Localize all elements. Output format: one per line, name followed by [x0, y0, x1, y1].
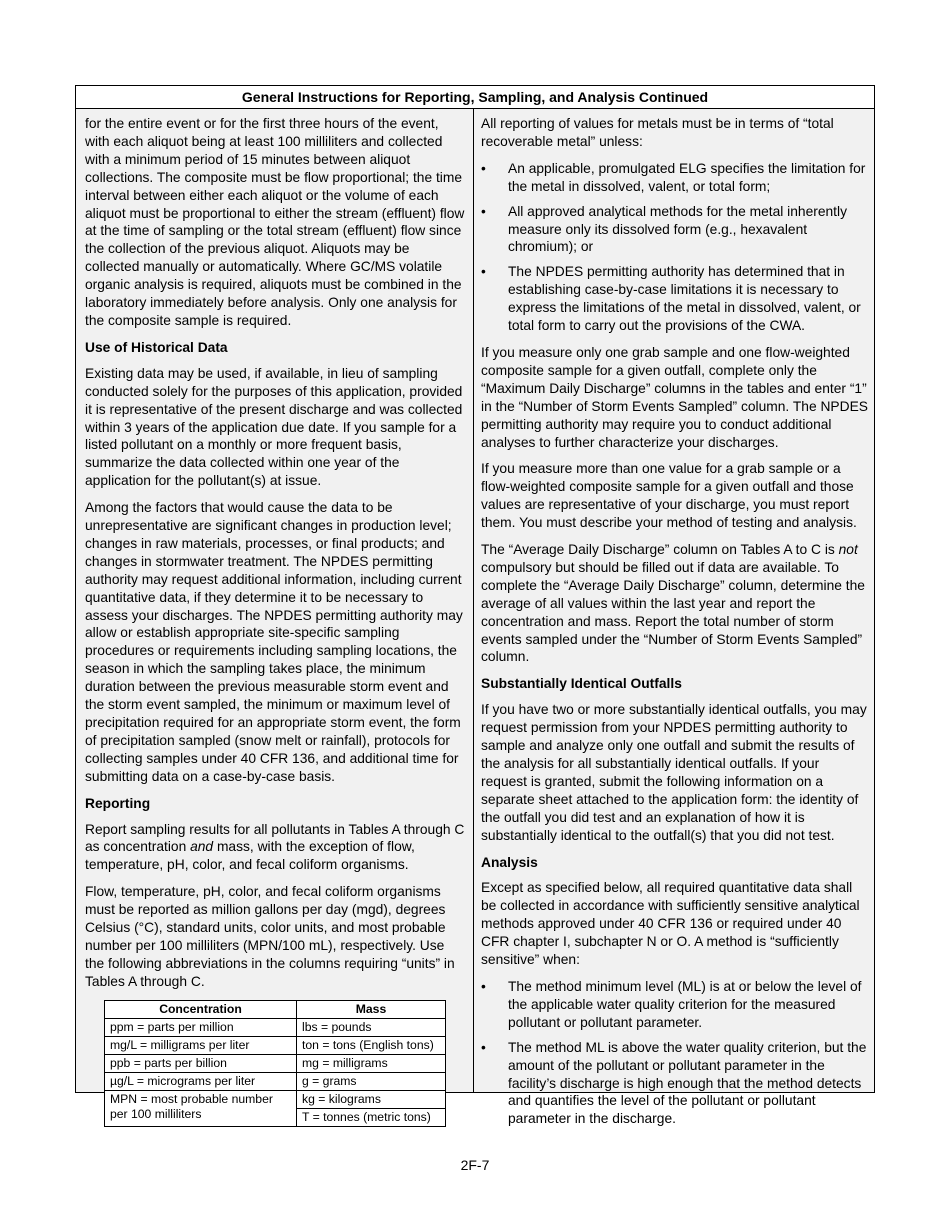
- mass-cell: ton = tons (English tons): [297, 1036, 446, 1054]
- reporting-emphasis: and: [190, 839, 214, 855]
- identical-outfalls-heading: Substantially Identical Outfalls: [481, 676, 682, 692]
- list-item: [481, 203, 868, 257]
- bullet-icon: •: [481, 160, 486, 176]
- metals-bullet-list: [481, 160, 868, 335]
- analysis-bullet-list: [481, 978, 868, 1128]
- average-emphasis: not: [838, 542, 858, 558]
- average-daily-discharge-paragraph: [481, 541, 868, 666]
- mass-cell: lbs = pounds: [297, 1018, 446, 1036]
- list-item: [481, 160, 868, 196]
- table-row: [105, 1054, 446, 1072]
- mass-cell: g = grams: [297, 1072, 446, 1090]
- bullet-icon: •: [481, 978, 486, 994]
- composite-sample-paragraph: for the entire event or for the first three hours of the event, with each aliquot being at least 100 milliliters and collected with a minimum period of 15 minutes between aliquot collections. The composite must be flow proportional; the time interval between either each aliquot or the volume of each aliquot must be proportional to either the stream (effluent) flow at the time of sampling or the total stream (effluent) flow since the collection of the previous aliquot. Aliquots may be collected manually or automatically. Where GC/MS volatile organic analysis is required, aliquots must be combined in the laboratory immediately before analysis. Only one analysis for the composite sample is required.: [85, 116, 465, 328]
- identical-outfalls-paragraph: If you have two or more substantially identical outfalls, you may request permission from your NPDES permitting authority to sample and analyze only one outfall and submit the results of the analysis for all substantially identical outfalls. If your request is granted, submit the following information on a separate sheet attached to the application form: the identity of the outfall you did test and an explanation of how it is substantially identical to the outfall(s) that you did not test.: [481, 702, 867, 843]
- list-item-text: An applicable, promulgated ELG specifies the limitation for the metal in dissolved, valent, or total form;: [508, 160, 866, 194]
- reporting-text-b: mass, with the exception of flow, temperature, pH, color, and fecal coliform organisms.: [85, 839, 415, 873]
- reporting-heading: Reporting: [85, 795, 151, 811]
- list-item: [481, 978, 868, 1032]
- analysis-heading: Analysis: [481, 854, 538, 870]
- concentration-header: Concentration: [105, 1000, 297, 1018]
- single-grab-sample-paragraph: If you measure only one grab sample and one flow-weighted composite sample for a given outfall, complete only the “Maximum Daily Discharge” columns in the tables and enter “1” in the “Number of Storm Events Sampled” column. The NPDES permitting authority may require you to conduct additional analyses to further characterize your discharges.: [481, 344, 868, 450]
- units-abbreviation-table: [104, 1000, 446, 1127]
- list-item: [481, 1039, 868, 1129]
- metals-paragraph: All reporting of values for metals must be in terms of “total recoverable metal” unless:: [481, 116, 834, 149]
- table-row: [105, 1018, 446, 1036]
- reporting-paragraph-1: [85, 821, 465, 875]
- concentration-cell: mg/L = milligrams per liter: [105, 1036, 297, 1054]
- table-row: [105, 1036, 446, 1054]
- right-column: [474, 109, 874, 1137]
- two-column-body: [76, 109, 874, 1137]
- concentration-cell: µg/L = micrograms per liter: [105, 1072, 297, 1090]
- bullet-icon: •: [481, 1039, 486, 1055]
- bullet-icon: •: [481, 203, 486, 219]
- table-row: [105, 1090, 446, 1108]
- page-number: 2F-7: [460, 1157, 490, 1173]
- concentration-cell: MPN = most probable number per 100 milliliters: [105, 1090, 297, 1126]
- left-column: [76, 109, 474, 1124]
- section-title: General Instructions for Reporting, Sampling, and Analysis Continued: [76, 86, 874, 109]
- analysis-paragraph: Except as specified below, all required quantitative data shall be collected in accordance with sufficiently sensitive analytical methods approved under 40 CFR 136 or required under 40 CFR chapter I, subchapter N or O. A method is “sufficiently sensitive” when:: [481, 880, 860, 968]
- historical-data-paragraph-2: Among the factors that would cause the data to be unrepresentative are significant changes in production level; changes in raw materials, processes, or final products; and changes in stormwater treatment. The NPDES permitting authority may request additional information, including current quantitative data, if they determine it to be necessary to assess your discharges. The NPDES permitting authority may allow or establish appropriate site-specific sampling procedures or requirements including sampling locations, the season in which the sampling takes place, the minimum duration between the previous measurable storm event and the storm event sampled, the minimum or maximum level of precipitation required for an appropriate storm event, the form of precipitation sampled (snow melt or rainfall), protocols for collecting samples under 40 CFR 136, and additional time for submitting data on a case-by-case basis.: [85, 500, 463, 784]
- mass-header: Mass: [297, 1000, 446, 1018]
- mass-cell: kg = kilograms: [297, 1090, 446, 1108]
- average-text-b: compulsory but should be filled out if data are available. To complete the “Average Daily Discharge” column, determine the average of all values within the last year and report the concentration and mass. Report the total number of storm events sampled under the “Number of Storm Events Sampled” column.: [481, 559, 865, 665]
- multiple-grab-sample-paragraph: If you measure more than one value for a grab sample or a flow-weighted composite sample for a given outfall and those values are representative of your discharge, you must report them. You must describe your method of testing and analysis.: [481, 461, 857, 531]
- mass-cell: mg = milligrams: [297, 1054, 446, 1072]
- concentration-cell: ppm = parts per million: [105, 1018, 297, 1036]
- list-item-text: The method ML is above the water quality criterion, but the amount of the pollutant or pollutant parameter in the facility’s discharge is high enough that the method detects and quantifies the level of the pollutant or pollutant parameter in the discharge.: [508, 1039, 867, 1127]
- historical-data-paragraph-1: Existing data may be used, if available, in lieu of sampling conducted solely for the purposes of this application, provided it is representative of the present discharge and was collected within 3 years of the application due date. If you sample for a listed pollutant on a monthly or more frequent basis, summarize the data collected within one year of the application for the pollutant(s) at issue.: [85, 365, 463, 489]
- mass-cell: T = tonnes (metric tons): [297, 1108, 446, 1126]
- historical-data-heading: Use of Historical Data: [85, 339, 228, 355]
- concentration-cell: ppb = parts per billion: [105, 1054, 297, 1072]
- list-item-text: The method minimum level (ML) is at or below the level of the applicable water quality criterion for the measured pollutant or pollutant parameter.: [508, 978, 862, 1030]
- list-item-text: The NPDES permitting authority has determined that in establishing case-by-case limitations it is necessary to express the limitations of the metal in dissolved, valent, or total form to carry out the provisions of the CWA.: [508, 264, 861, 334]
- instructions-frame: [75, 85, 875, 1127]
- bullet-icon: •: [481, 264, 486, 280]
- reporting-paragraph-2: Flow, temperature, pH, color, and fecal coliform organisms must be reported as million gallons per day (mgd), degrees Celsius (°C), standard units, color units, and most probable number per 100 milliliters (MPN/100 mL), respectively. Use the following abbreviations in the columns requiring “units” in Tables A through C.: [85, 884, 455, 989]
- table-row: [105, 1072, 446, 1090]
- list-item-text: All approved analytical methods for the metal inherently measure only its dissolved form (e.g., hexavalent chromium); or: [508, 203, 847, 255]
- list-item: [481, 263, 868, 335]
- reporting-text-a: Report sampling results for all pollutants in Tables A through C as concentration: [85, 821, 465, 855]
- units-table-header-row: [105, 1000, 446, 1018]
- average-text-a: The “Average Daily Discharge” column on Tables A to C is: [481, 542, 839, 558]
